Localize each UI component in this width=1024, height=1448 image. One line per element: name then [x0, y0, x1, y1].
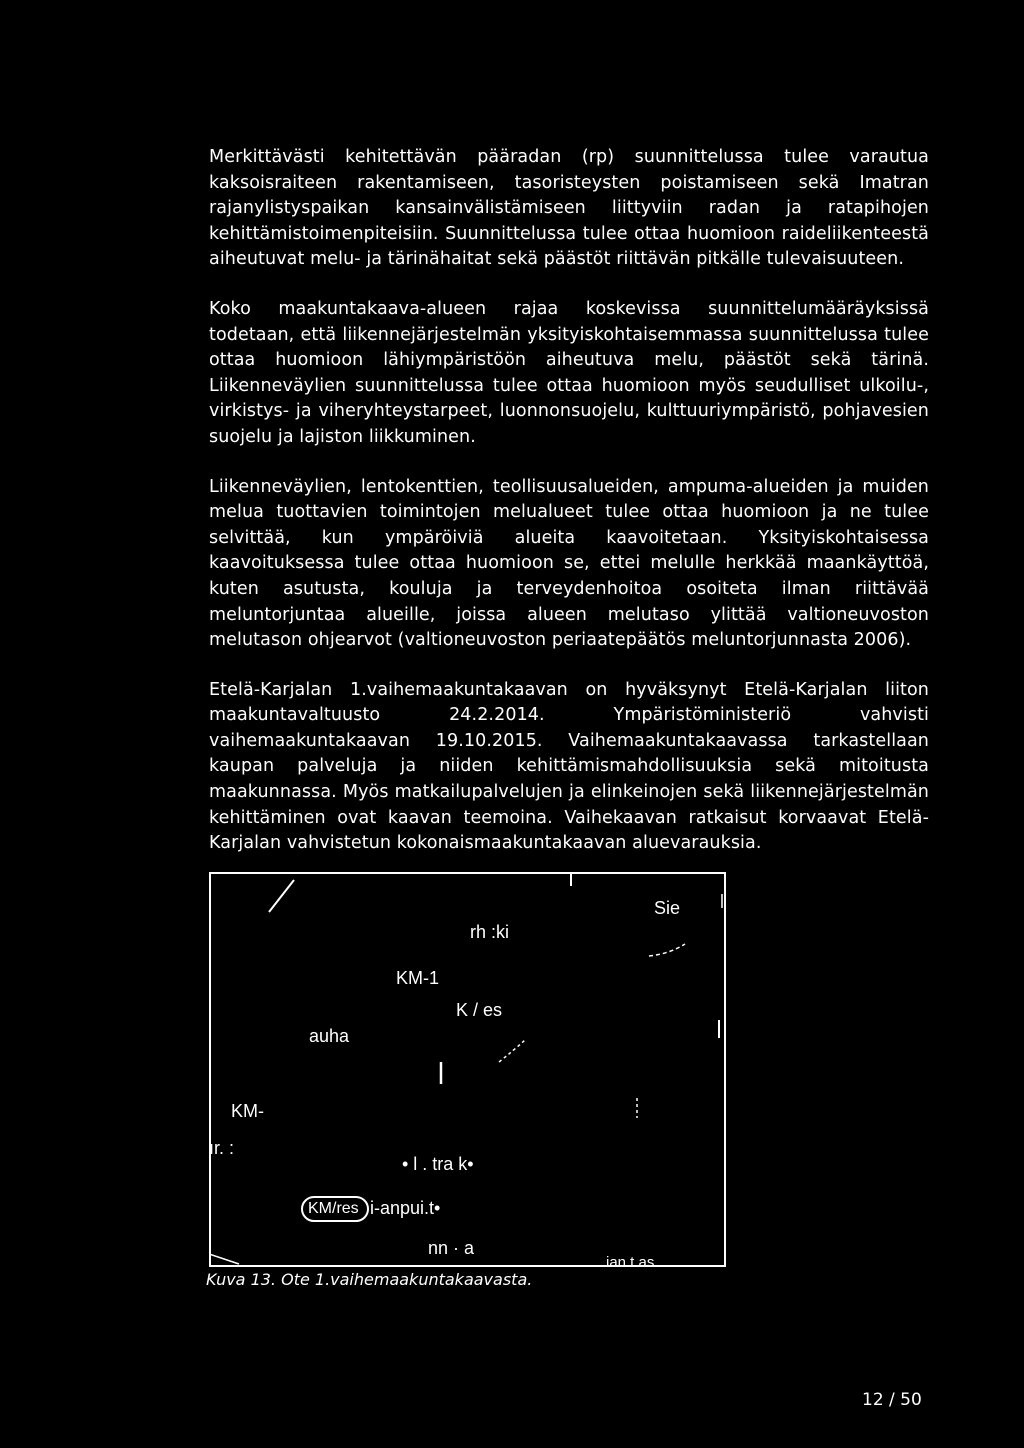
map-label-km1: KM-1: [396, 968, 440, 988]
map-label-tra: • l . tra k•: [402, 1154, 474, 1174]
map-linework: [209, 872, 726, 1266]
map-label-sie: Sie: [654, 898, 681, 918]
paragraph-1: Merkittävästi kehitettävän pääradan (rp) suunnittelussa tulee varautua kaksoisraiteen rakentamiseen, tasoristeysten poistamiseen sekä Imatran rajanylistyspaikan kansainvälistämiseen liittyviin radan ja ratapihojen kehittämistoimenpiteisiin. Suunnittelussa tulee ottaa huomioon raideliikenteestä aiheutuvat melu- ja tärinähaitat sekä päästöt riittävän pitkälle tulevaisuuteen.: [209, 147, 929, 270]
paragraph-2: Koko maakuntakaava-alueen rajaa koskevissa suunnittelumääräyksissä todetaan, että liikennejärjestelmän yksityiskohtaisemmassa suunnittelussa tulee ottaa huomioon lähiympäristöön aiheutuva melu, päästöt sekä tärinä. Liikenneväylien suunnittelussa tulee ottaa huomioon myös seudulliset ulkoilu-, virkistys- ja viheryhteystarpeet, luonnonsuojelu, kulttuuriympäristö, pohjavesien suojelu ja lajiston liikkuminen.: [209, 298, 929, 447]
map-label-ir: ır. :: [209, 1138, 235, 1158]
figure-caption: Kuva 13. Ote 1.vaihemaakuntakaavasta.: [206, 1270, 533, 1289]
map-label-anpui: i-anpui.t•: [370, 1198, 441, 1218]
map-label-km-res: KM/res: [308, 1200, 359, 1217]
map-label-nn-a: nn · a: [428, 1238, 475, 1258]
paragraph-3: Liikenneväylien, lentokenttien, teollisuusalueiden, ampuma-alueiden ja muiden melua tuottavien toimintojen melualueet tulee ottaa huomioon ja ne tulee selvittää, kun ympäröiviä alueita kaavoitetaan. Yksityiskohtaisessa kaavoituksessa tulee ottaa huomioon se, ettei melulle herkkää maankäyttöä, kuten asutusta, kouluja ja terveydenhoitoa osoiteta ilman riittävää meluntorjuntaa alueille, joissa alueen melutaso ylittää valtioneuvoston melutason ohjearvot (valtioneuvoston periaatepäätös meluntorjunnasta 2006).: [209, 476, 929, 651]
map-label-ian: ian t as: [606, 1254, 655, 1271]
map-label-k-es: K / es: [456, 1000, 503, 1020]
paragraph-4: Etelä-Karjalan 1.vaihemaakuntakaavan on hyväksynyt Etelä-Karjalan liiton maakuntavaltuusto 24.2.2014. Ympäristöministeriö vahvisti vaihemaakuntakaavan 19.10.2015. Vaihemaakuntakaavassa tarkastellaan kaupan palveluja ja niiden kehittämismahdollisuuksia sekä mitoitusta maakunnassa. Myös matkailupalvelujen ja elinkeinojen sekä liikennejärjestelmän kehittäminen ovat kaavan teemoina. Vaihekaavan ratkaisut korvaavat Etelä-Karjalan vahvistetun kokonaismaakuntakaavan aluevarauksia.: [209, 679, 929, 854]
body-text: [209, 145, 929, 881]
map-label-rh-ki: rh :ki: [470, 922, 510, 942]
page-number: 12 / 50: [862, 1390, 922, 1410]
map-label-km-left: KM-: [231, 1101, 264, 1121]
map-label-auha: auha: [309, 1026, 350, 1046]
